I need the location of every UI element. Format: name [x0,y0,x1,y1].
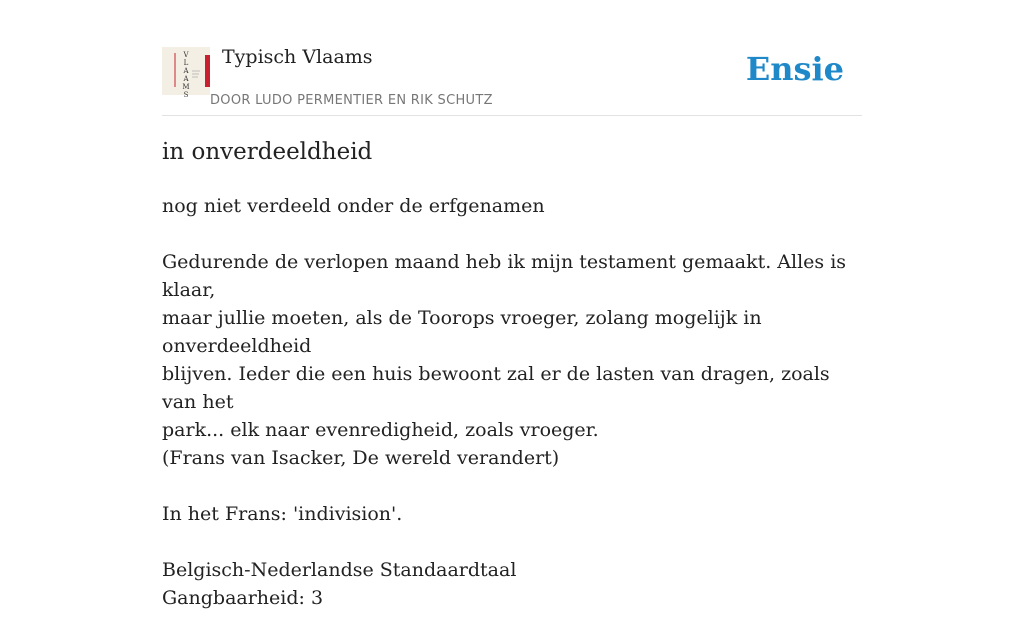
entry-register: Belgisch-Nederlandse Standaardtaal [162,559,517,581]
entry-usage: Gangbaarheid: 3 [162,587,324,609]
quote-line: blijven. Ieder die een huis bewoont zal er de lasten van dragen, zoals van het [162,363,830,413]
entry-meta [162,556,862,612]
header [162,0,862,116]
quote-line: Gedurende de verlopen maand heb ik mijn testament gemaakt. Alles is klaar, [162,251,847,301]
logo-letter-3: A [183,67,189,75]
entry-term: in onverdeeldheid [162,139,373,165]
logo-letter-6: S [183,91,189,99]
logo-letter-2: L [183,59,189,67]
logo-graphic [162,47,210,99]
dictionary-authors: DOOR LUDO PERMENTIER EN RIK SCHUTZ [210,93,493,108]
dictionary-title[interactable]: Typisch Vlaams [222,46,373,68]
entry-quote [162,248,862,472]
quote-line: maar jullie moeten, als de Toorops vroeger, zolang mogelijk in onverdeeldheid [162,307,762,357]
page [162,0,862,609]
logo-letter-5: M [182,83,190,91]
quote-line: park... elk naar evenredigheid, zoals vroeger. [162,419,599,441]
entry-content [162,192,862,640]
logo-letter-4: A [183,75,189,83]
brand-logo-link[interactable]: Ensie [745,50,844,88]
quote-source: (Frans van Isacker, De wereld verandert) [162,447,560,469]
logo-letter-1: V [183,51,189,59]
entry-note: In het Frans: 'indivision'. [162,503,403,525]
entry-definition: nog niet verdeeld onder de erfgenamen [162,195,545,217]
dictionary-logo[interactable] [162,47,210,99]
